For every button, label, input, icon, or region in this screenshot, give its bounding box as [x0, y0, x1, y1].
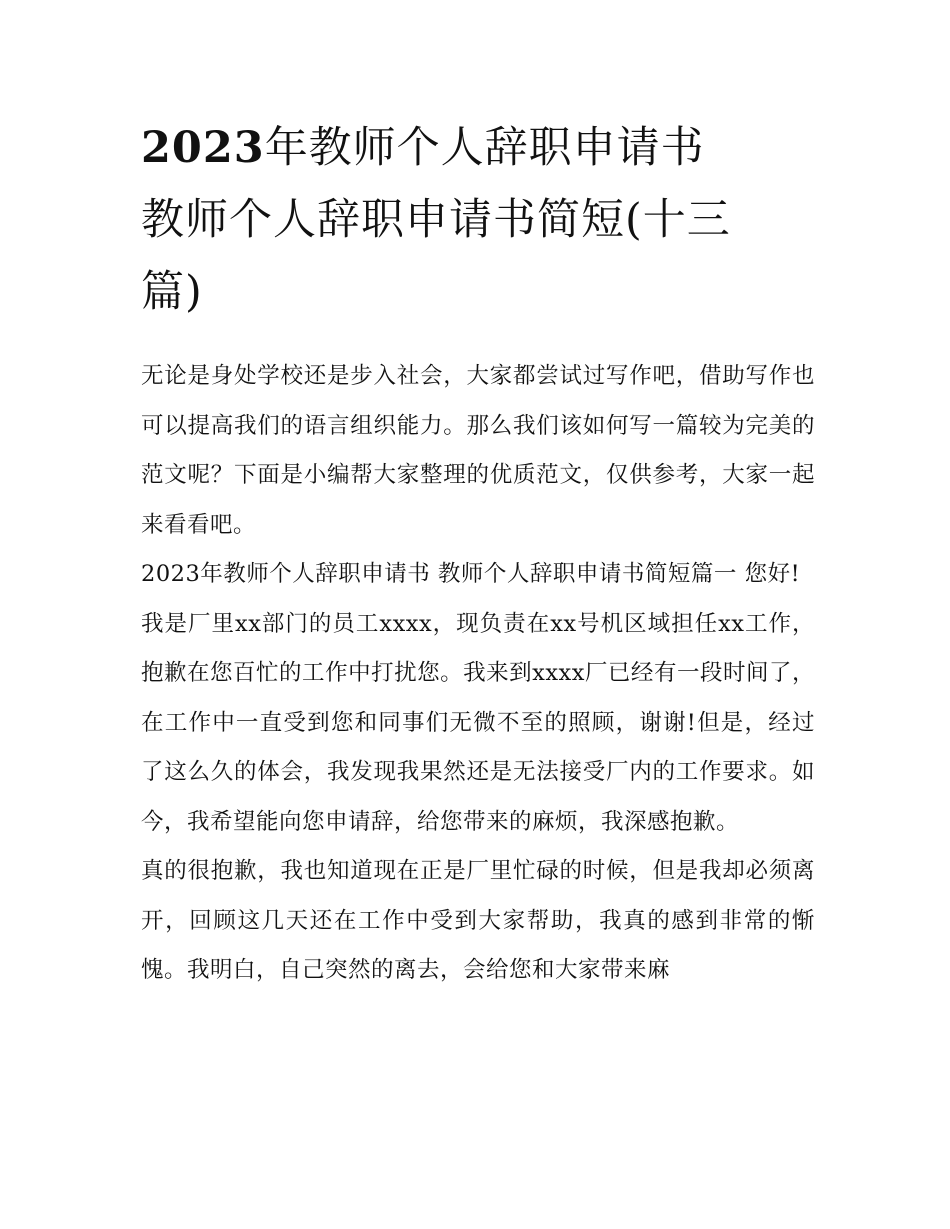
title-line-2: 教师个人辞职申请书简短(十三 [141, 195, 731, 245]
title-line-3: 篇) [141, 267, 203, 317]
title-line-1 [141, 112, 815, 184]
document-body [141, 352, 815, 996]
body-paragraph-1: 我是厂里xx部门的员工xxxx，现负责在xx号机区域担任xx工作，抱歉在您百忙的工作中打扰您。我来到xxxx厂已经有一段时间了，在工作中一直受到您和同事们无微不至的照顾，谢谢!但是，经过了这么久的体会，我发现我果然还是无法接受厂内的工作要求。如今，我希望能向您申请辞，给您带来的麻烦，我深感抱歉。 [141, 610, 815, 835]
title-line-1-text: 年教师个人辞职申请书 [264, 123, 705, 173]
title-year: 2023 [141, 123, 265, 173]
section-heading-paragraph: 2023年教师个人辞职申请书 教师个人辞职申请书简短篇一 您好! [141, 561, 801, 587]
body-paragraph-2: 真的很抱歉，我也知道现在正是厂里忙碌的时候，但是我却必须离开，回顾这几天还在工作中受到大家帮助，我真的感到非常的惭愧。我明白，自己突然的离去，会给您和大家带来麻 [141, 858, 815, 983]
intro-paragraph: 无论是身处学校还是步入社会，大家都尝试过写作吧，借助写作也可以提高我们的语言组织能力。那么我们该如何写一篇较为完美的范文呢？下面是小编帮大家整理的优质范文，仅供参考，大家一起来看看吧。 [141, 363, 815, 538]
document-title [141, 112, 815, 328]
